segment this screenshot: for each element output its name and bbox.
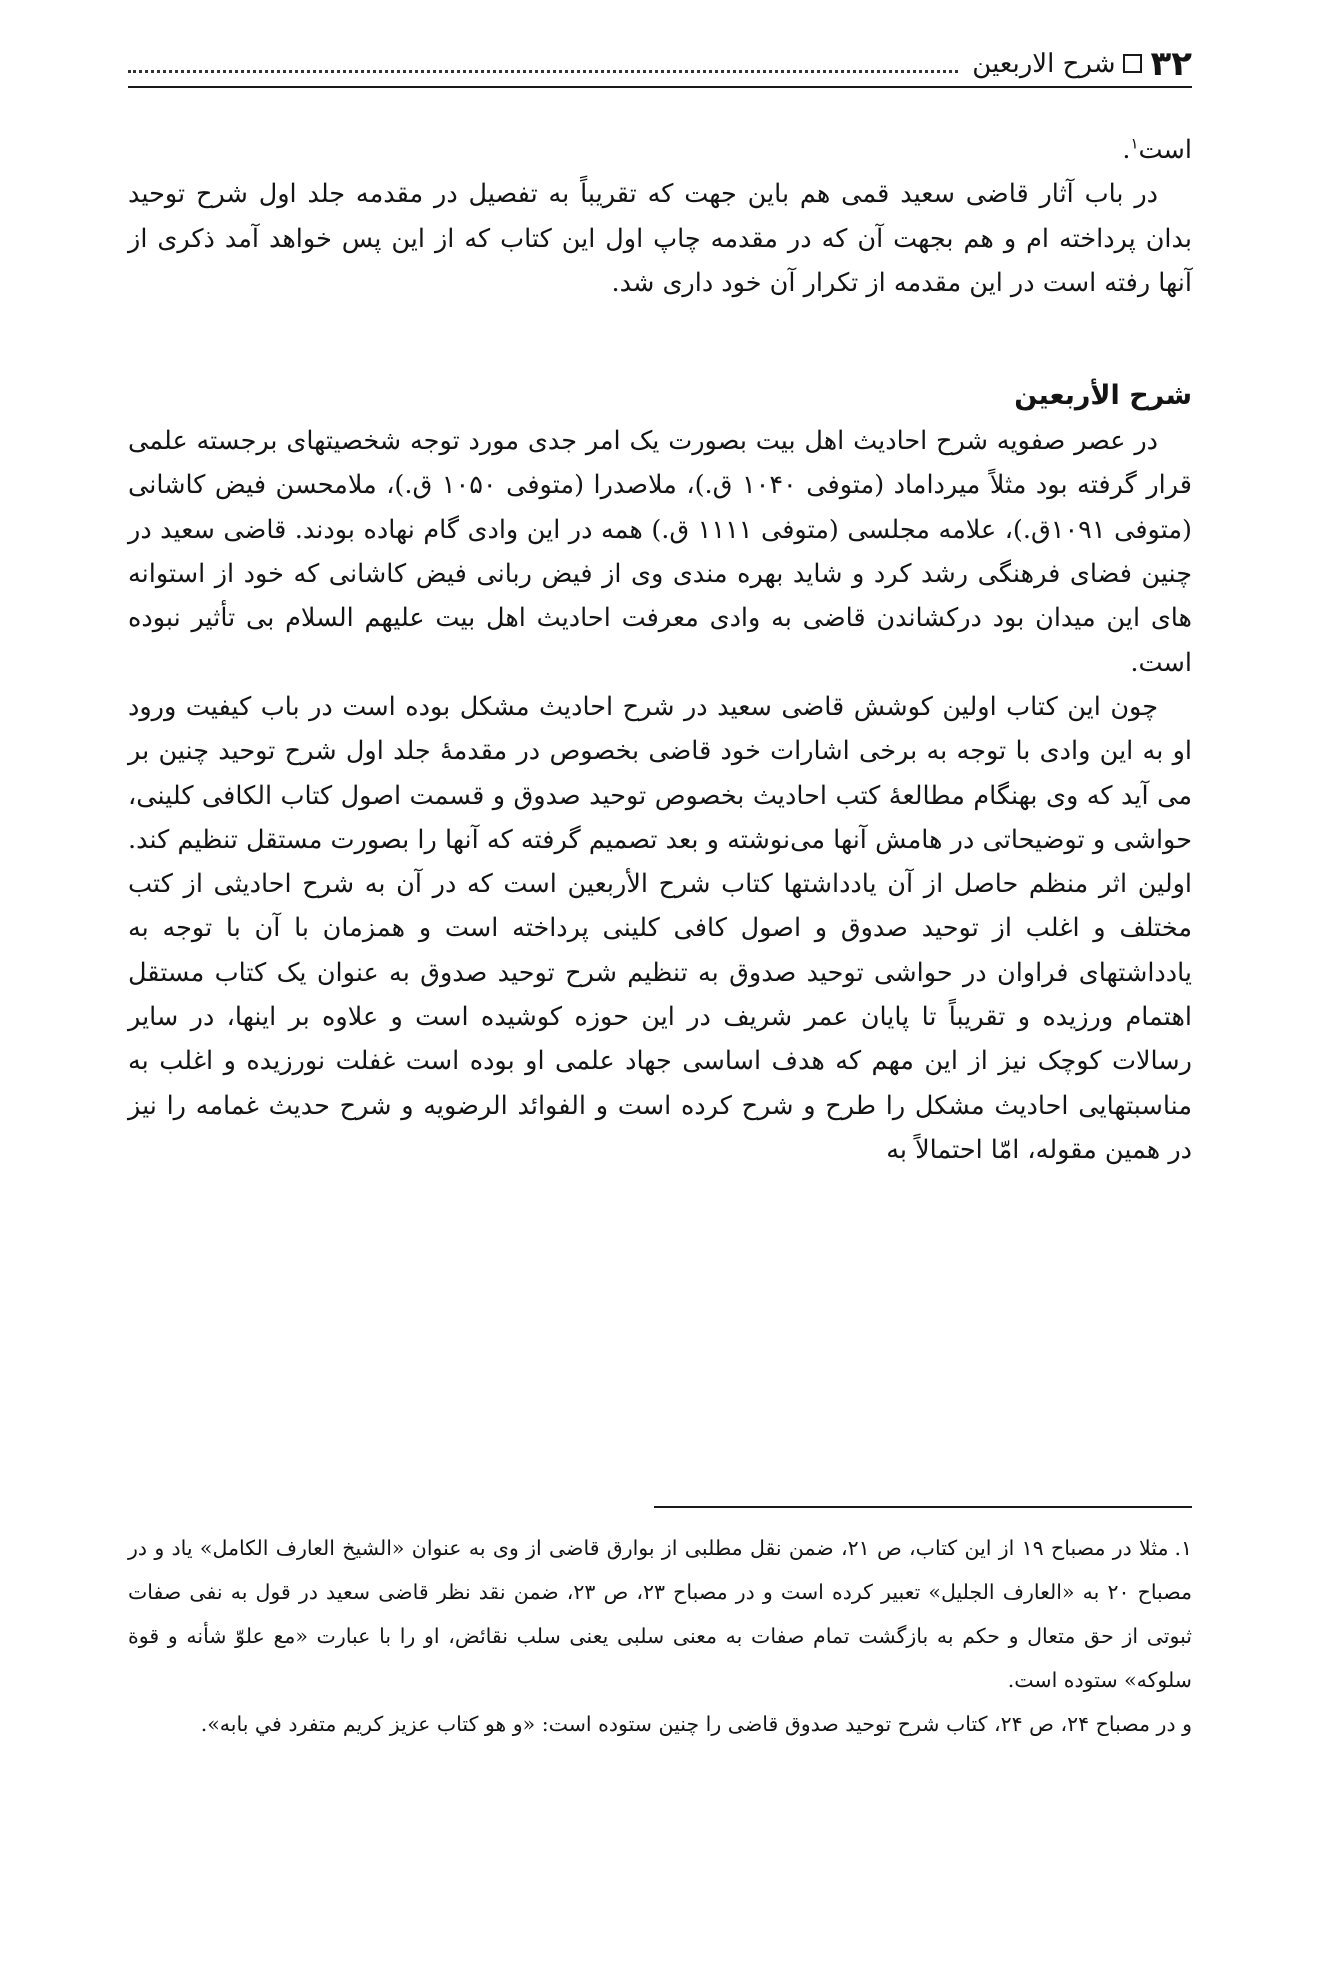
body-text xyxy=(128,128,1192,1172)
paragraph-safavid-era: در عصر صفویه شرح احادیث اهل بیت بصورت یک امر جدی مورد توجه شخصیتهای برجسته علمی قرار گرفته بود مثلاً میرداماد (متوفی ۱۰۴۰ ق.)، ملاصدرا (متوفی ۱۰۵۰ ق.)، ملامحسن فیض کاشانی (متوفی ۱۰۹۱ق.)، علامه مجلسی (متوفی ۱۱۱۱ ق.) همه در این وادی گام نهاده بودند. قاضی سعید در چنین فضای فرهنگی رشد کرد و شاید بهره مندی وی از فیض ربانی فیض کاشانی که خود از استوانه های این میدان بود درکشاندن قاضی به وادی معرفت احادیث اهل بیت علیهم السلام بی تأثیر نبوده است. xyxy=(128,426,1192,678)
footnote-reference: ۱ xyxy=(1130,134,1139,153)
footnote-number: ۱. xyxy=(1174,1536,1192,1560)
page-number: ۳۲ xyxy=(1150,44,1192,84)
running-header xyxy=(128,34,1192,88)
paragraph-continuation-end: . xyxy=(1122,135,1131,165)
paragraph-continuation xyxy=(128,128,1192,172)
footnote-1 xyxy=(128,1526,1192,1702)
footnote-1-continuation: و در مصباح ۲۴، ص ۲۴، کتاب شرح توحید صدوق قاضی را چنین ستوده است: «و هو کتاب عزیز کریم متفرد في بابه». xyxy=(200,1712,1192,1736)
paragraph-first-work: چون این کتاب اولین کوشش قاضی سعید در شرح احادیث مشکل بوده است در باب کیفیت ورود او به این وادی با توجه به برخی اشارات خود قاضی بخصوص در مقدمهٔ جلد اول شرح توحید چنین بر می آید که وی بهنگام مطالعهٔ کتب احادیث بخصوص توحید صدوق و قسمت اصول کتاب الکافی کلینی، حواشی و توضیحاتی در هامش آنها می‌نوشته و بعد تصمیم گرفته که آنها را بصورت مستقل تنظیم کند. اولین اثر منظم حاصل از آن یادداشتها کتاب شرح الأربعین است که در آن به شرح احادیثی از کتب مختلف و اغلب از توحید صدوق و اصول کافی کلینی پرداخته است و همزمان با آن با توجه به یادداشتهای فراوان در حواشی توحید صدوق به تنظیم شرح توحید صدوق به عنوان یک کتاب مستقل اهتمام ورزیده و تقریباً تا پایان عمر شریف در این حوزه کوشیده است و علاوه بر اینها، در سایر رسالات کوچک نیز از این مهم که هدف اساسی جهاد علمی او بوده است غفلت نورزیده و اغلب به مناسبتهایی احادیث مشکل را طرح و شرح کرده است و الفوائد الرضویه و شرح حدیث غمامه را نیز در همین مقوله، امّا احتمالاً به xyxy=(128,691,1192,1165)
header-square-ornament xyxy=(1123,54,1142,73)
paragraph-continuation-text: است xyxy=(1138,135,1192,165)
paragraph-works: در باب آثار قاضی سعید قمی هم باین جهت که تقریباً به تفصیل در مقدمه جلد اول شرح توحید بدان پرداخته ام و هم بجهت آن که در مقدمه چاپ اول این کتاب که از این پس خواهد آمد ذکری از آنها رفته است در این مقدمه از تکرار آن خود داری شد. xyxy=(128,179,1192,298)
section-heading: شرح الأربعین xyxy=(1014,380,1192,412)
footnotes xyxy=(128,1526,1192,1746)
footnote-1-text: مثلا در مصباح ۱۹ از این کتاب، ص ۲۱، ضمن نقل مطلبی از بوارق قاضی از وی به عنوان «الشیخ العارف الکامل» یاد و در مصباح ۲۰ به «العارف الجلیل» تعبیر کرده است و در مصباح ۲۳، ص ۲۳، ضمن نقد نظر قاضی سعید در قول به نفی صفات ثبوتی از حق متعال و حکم به بازگشت تمام صفات به معنی سلبی یعنی سلب نقائض، او را با عبارت «مع علوّ شأنه و قوة سلوکه» ستوده است. xyxy=(128,1536,1193,1692)
footnote-separator xyxy=(654,1506,1192,1508)
running-title: شرح الاربعین xyxy=(972,49,1116,79)
dotted-leader xyxy=(128,69,958,73)
book-page xyxy=(128,0,1192,1974)
section-spacer xyxy=(128,305,1192,373)
